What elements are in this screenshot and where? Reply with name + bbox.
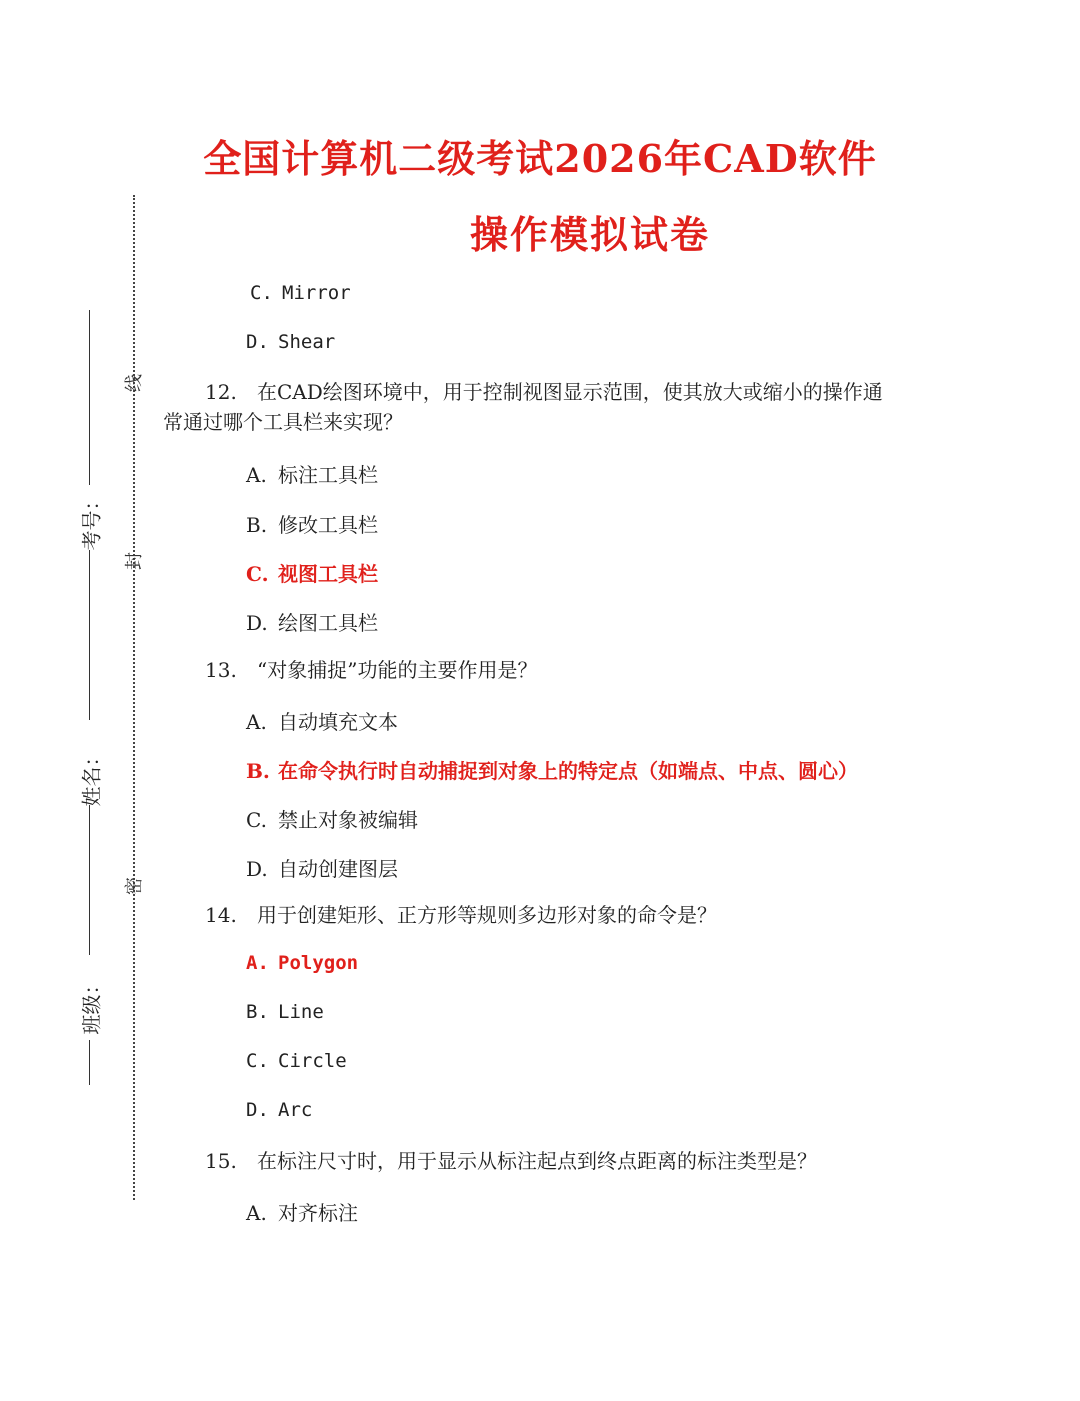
exam-title-line2: 操作模拟试卷: [469, 212, 710, 257]
binding-dotted-line: [133, 195, 135, 1200]
q13-option-d: D. 自动创建图层: [246, 857, 398, 881]
q14-option-d: D. Arc: [246, 1099, 313, 1121]
q13-option-b-answer: B. 在命令执行时自动捕捉到对象上的特定点（如端点、中点、圆心）: [246, 759, 858, 783]
q14-option-c: C. Circle: [246, 1050, 347, 1072]
q13-option-c: C. 禁止对象被编辑: [246, 808, 418, 832]
field-label-class: 班级：: [79, 974, 104, 1035]
q11-option-d: D. Shear: [246, 331, 336, 353]
q15-stem: 15. 在标注尺寸时，用于显示从标注起点到终点距离的标注类型是？: [205, 1149, 817, 1173]
q12-stem: 12. 在CAD绘图环境中，用于控制视图显示范围，使其放大或缩小的操作通: [205, 380, 883, 404]
q14-option-a-answer: A. Polygon: [246, 952, 359, 974]
q12-option-a: A. 标注工具栏: [246, 463, 378, 487]
binding-char-mi: 密: [124, 877, 145, 895]
field-line: [89, 1040, 90, 1085]
field-line: [89, 550, 90, 720]
field-line: [89, 310, 90, 485]
q12-stem-continued: 常通过哪个工具栏来实现？: [163, 410, 403, 434]
q14-option-b: B. Line: [246, 1001, 324, 1023]
q13-option-a: A. 自动填充文本: [246, 710, 398, 734]
q13-stem: 13. “对象捕捉”功能的主要作用是？: [205, 658, 538, 682]
q12-option-b: B. 修改工具栏: [246, 513, 378, 537]
field-label-exam-number: 考号：: [79, 490, 104, 551]
binding-char-xian: 线: [124, 374, 145, 392]
q12-option-d: D. 绘图工具栏: [246, 611, 378, 635]
exam-title-line1: 全国计算机二级考试2026年CAD软件: [203, 136, 877, 181]
q12-option-c-answer: C. 视图工具栏: [246, 562, 378, 586]
q14-stem: 14. 用于创建矩形、正方形等规则多边形对象的命令是？: [205, 903, 717, 927]
field-line: [89, 805, 90, 955]
binding-char-feng: 封: [124, 552, 145, 570]
field-label-name: 姓名：: [79, 746, 104, 807]
q11-option-c: C. Mirror: [250, 282, 351, 304]
q15-option-a: A. 对齐标注: [246, 1201, 358, 1225]
